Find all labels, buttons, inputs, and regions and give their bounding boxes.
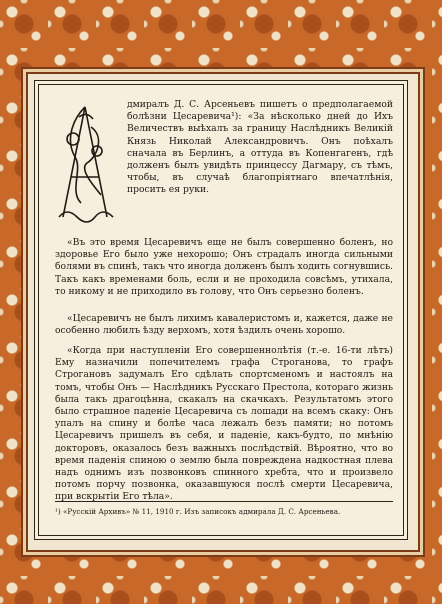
footnote-divider: [55, 501, 393, 502]
paragraph-1: «Въ это время Цесаревичъ еще не былъ совершенно боленъ, но здоровье Его было уже нехорошо; Онъ страдалъ иногда сильными болями въ спинѣ, такъ что иногда долженъ былъ ходить согнувшись. Такъ какъ временами боль, если и не проходила совсѣмъ, утихала, то никому и не приходило въ голову, что Онъ серьезно боленъ.: [55, 237, 393, 297]
page-content: [43, 89, 399, 531]
ornate-dropcap-letter-icon: [53, 99, 117, 225]
text-frame: [34, 80, 408, 540]
paragraph-2: «Цесаревичъ не былъ лихимъ кавалеристомъ и, кажется, даже не особенно любилъ ѣзду верхомъ, хотя ѣздилъ очень хорошо.: [55, 313, 393, 337]
dropcap-letter: А: [85, 181, 86, 182]
paragraph-3: «Когда при наступленіи Его совершеннолѣтія (т.-е. 16-ти лѣтъ) Ему назначили попечителемъ графа Строганова, то графъ Строгановъ задумалъ Его сдѣлать спортсменомъ и настоялъ на томъ, чтобы Онъ — Наслѣдникъ Русскаго Престола, котораго жизнь была такъ драгоцѣнна, скакалъ на скачкахъ. Результатомъ этого было страшное паденіе Цесаревича съ лошади на всемъ скаку: Онъ упалъ на спину и болѣе часа лежалъ безъ памяти; но потомъ Цесаревичъ пришелъ въ себя, и паденіе, какъ-будто, по мнѣнію докторовъ, оказалось безъ важныхъ послѣдствій. Вѣроятно, что во время паденія спиною о землю была повреждена надкостная плева надъ однимъ изъ позвонковъ спинного хребта, что и произвело потомъ порчу позвонка, оказавшуюся послѣ смерти Цесаревича, при вскрытіи Его тѣла».: [55, 345, 393, 503]
intro-paragraph: дмиралъ Д. С. Арсеньевъ пишетъ о предполагаемой болѣзни Цесаревича¹): «За нѣсколько дней до Ихъ Величествъ выѣхалъ за границу Наслѣдникъ Великій Князь Николай Александровичъ. Онъ поѣхалъ сначала въ Берлинъ, а оттуда въ Копенгагенъ, гдѣ долженъ былъ увидѣть принцессу Дагмару, съ тѣмъ, чтобы, въ случаѣ благопріятнаго впечатлѣнія, просить ея руки.: [127, 99, 393, 196]
footnote: ¹) «Русскій Архивъ» № 11, 1910 г. Изъ записокъ адмирала Д. С. Арсеньева.: [55, 507, 341, 516]
